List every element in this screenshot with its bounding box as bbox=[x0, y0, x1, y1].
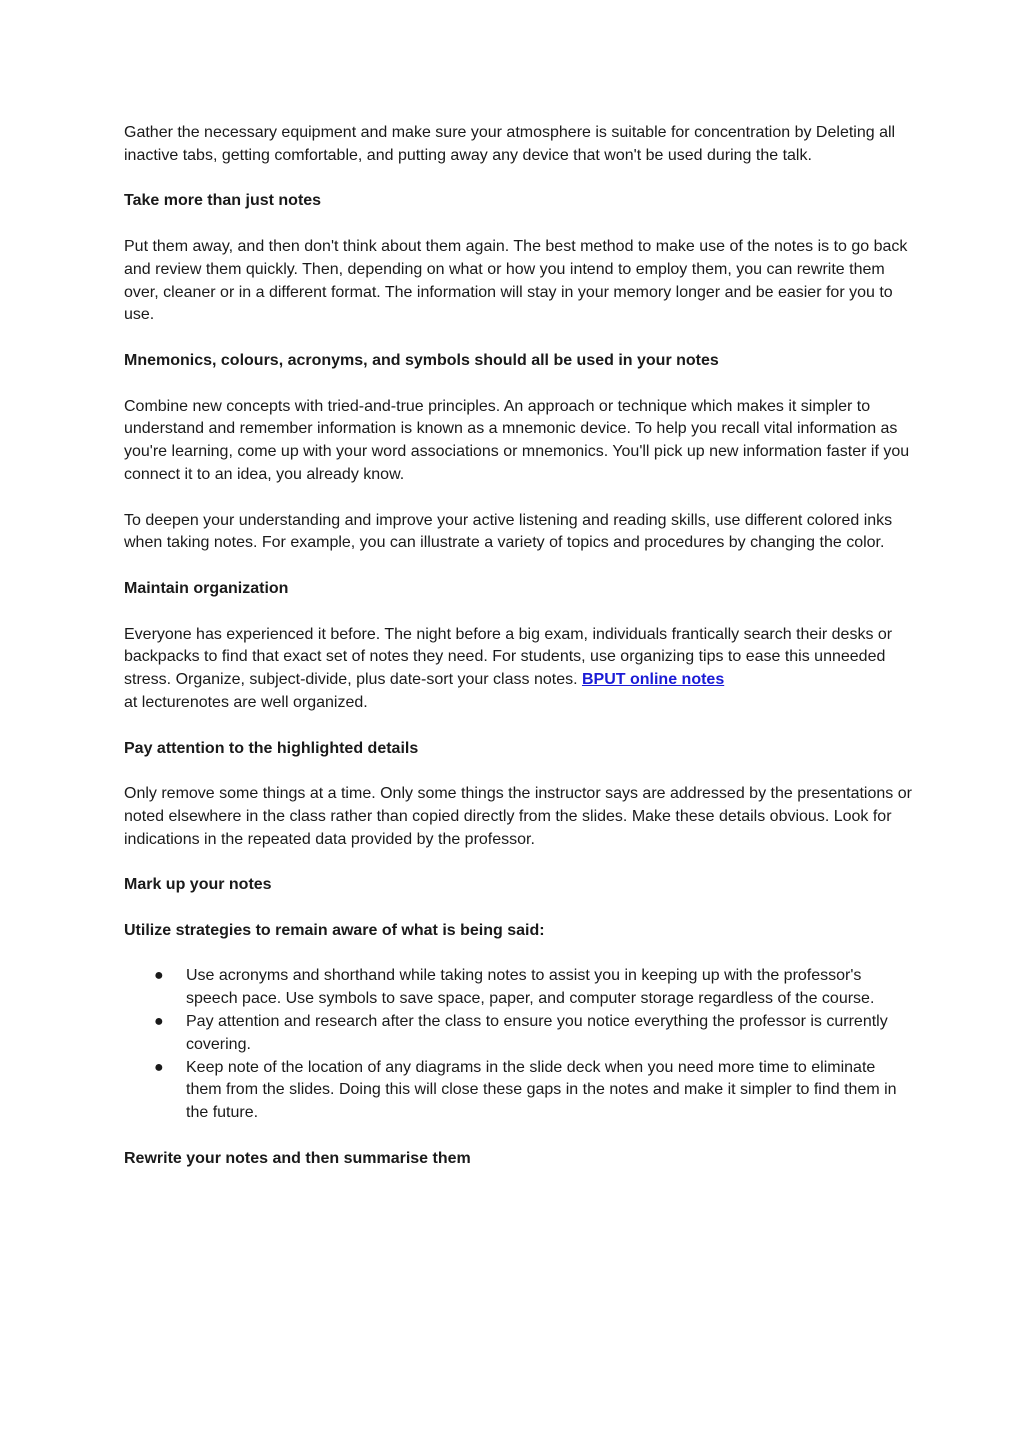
heading-mark-up-notes: Mark up your notes bbox=[124, 876, 272, 894]
heading-highlighted-details: Pay attention to the highlighted details bbox=[124, 739, 419, 757]
bullet-icon: ● bbox=[154, 967, 164, 985]
bullet-icon: ● bbox=[154, 1058, 164, 1076]
paragraph-highlighted-details: Only remove some things at a time. Only some things the instructor says are addressed by the presentations or noted elsewhere in the class rather than copied directly from the slides. Make these details obvious. Look for indications in the repeated data provided by the professor. bbox=[124, 785, 912, 848]
paragraph-organization-text: Everyone has experienced it before. The night before a big exam, individuals frantically search their desks or backpacks to find that exact set of notes they need. For students, use organizing tips to ease this unneeded stress. Organize, subject-divide, plus date-sort your class notes. bbox=[124, 625, 893, 689]
list-item-text: Pay attention and research after the class to ensure you notice everything the professor is currently covering. bbox=[186, 1013, 888, 1053]
document-page bbox=[124, 122, 914, 1193]
strategies-list bbox=[124, 965, 914, 1125]
list-item bbox=[124, 965, 914, 1011]
list-item bbox=[124, 1057, 914, 1125]
paragraph-organization bbox=[124, 624, 914, 715]
heading-utilize-strategies: Utilize strategies to remain aware of what is being said: bbox=[124, 921, 545, 939]
list-item-text: Use acronyms and shorthand while taking notes to assist you in keeping up with the professor's speech pace. Use symbols to save space, paper, and computer storage regardless of the course. bbox=[186, 967, 875, 1008]
paragraph-mnemonic-device: Combine new concepts with tried-and-true principles. An approach or technique which makes it simpler to understand and remember information is known as a mnemonic device. To help you recall vital information as you're learning, come up with your word associations or mnemonics. You'll pick up new information faster if you connect it to an idea, you already know. bbox=[124, 397, 910, 483]
list-item-text: Keep note of the location of any diagrams in the slide deck when you need more time to eliminate them from the slides. Doing this will close these gaps in the notes and make it simpler to find them in the future. bbox=[186, 1058, 897, 1122]
paragraph-gather-equipment: Gather the necessary equipment and make sure your atmosphere is suitable for concentration by Deleting all inactive tabs, getting comfortable, and putting away any device that won't be used during the talk. bbox=[124, 124, 896, 164]
paragraph-review-notes: Put them away, and then don't think about them again. The best method to make use of the notes is to go back and review them quickly. Then, depending on what or how you intend to employ them, you can rewrite them over, cleaner or in a different format. The information will stay in your memory longer and be easier for you to use. bbox=[124, 237, 908, 324]
heading-rewrite-notes: Rewrite your notes and then summarise them bbox=[124, 1149, 471, 1167]
heading-take-more-than-notes: Take more than just notes bbox=[124, 192, 322, 210]
bullet-icon: ● bbox=[154, 1013, 164, 1031]
paragraph-organization-tail: at lecturenotes are well organized. bbox=[124, 693, 368, 711]
list-item bbox=[124, 1011, 914, 1057]
heading-maintain-organization: Maintain organization bbox=[124, 579, 289, 597]
bput-online-notes-link[interactable]: BPUT online notes bbox=[581, 671, 725, 689]
paragraph-colored-inks: To deepen your understanding and improve your active listening and reading skills, use different colored inks when taking notes. For example, you can illustrate a variety of topics and procedures by changing the color. bbox=[124, 511, 893, 552]
heading-mnemonics: Mnemonics, colours, acronyms, and symbols should all be used in your notes bbox=[124, 351, 719, 369]
